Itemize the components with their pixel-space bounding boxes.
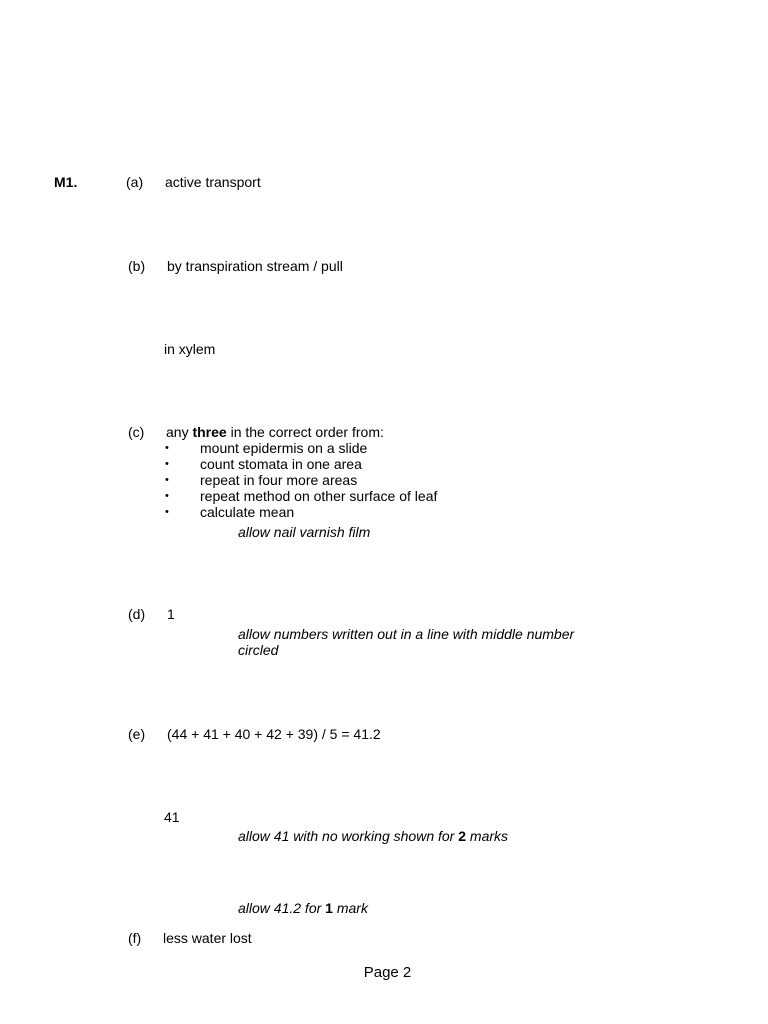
part-b-answer: by transpiration stream / pull <box>167 258 343 274</box>
part-c-item-1: mount epidermis on a slide <box>200 440 368 456</box>
part-d-note-line-1: allow numbers written out in a line with middle number <box>238 626 575 642</box>
part-e-answer: 41 <box>164 809 180 825</box>
part-c-item-3: repeat in four more areas <box>200 472 358 488</box>
part-e-note-2 <box>238 900 368 916</box>
part-f-label: (f) <box>128 930 142 946</box>
part-c-label: (c) <box>128 424 145 440</box>
part-e-note-2-bold: 1 <box>325 900 333 916</box>
part-e-note-1-pre: allow 41 with no working shown for <box>238 828 459 844</box>
bullet-icon: • <box>165 442 169 454</box>
part-c-note: allow nail varnish film <box>238 524 371 540</box>
part-c-intro <box>166 424 384 440</box>
part-c-intro-bold: three <box>192 424 227 440</box>
part-e-note-2-pre: allow 41.2 for <box>238 900 326 916</box>
part-d-label: (d) <box>128 606 146 622</box>
part-b-answer-2: in xylem <box>164 341 216 357</box>
part-e-note-1 <box>238 828 508 844</box>
part-a-answer: active transport <box>165 174 261 190</box>
bullet-icon: • <box>165 506 169 518</box>
part-c-intro-post: in the correct order from: <box>226 424 384 440</box>
part-b-label: (b) <box>128 258 146 274</box>
bullet-icon: • <box>165 458 169 470</box>
part-e-note-2-post: mark <box>332 900 368 916</box>
part-c-intro-pre: any <box>166 424 193 440</box>
part-c-item-2: count stomata in one area <box>200 456 362 472</box>
bullet-icon: • <box>165 474 169 486</box>
part-d-note-line-2: circled <box>238 642 279 658</box>
part-c-item-4: repeat method on other surface of leaf <box>200 488 438 504</box>
part-e-note-1-bold: 2 <box>458 828 467 844</box>
question-number: M1. <box>54 174 78 190</box>
bullet-icon: • <box>165 490 169 502</box>
part-e-working: (44 + 41 + 40 + 42 + 39) / 5 = 41.2 <box>167 726 381 742</box>
part-e-note-1-post: marks <box>466 828 509 844</box>
part-c-item-5: calculate mean <box>200 504 295 520</box>
part-d-answer: 1 <box>167 606 175 622</box>
part-f-answer: less water lost <box>163 930 252 946</box>
part-e-label: (e) <box>128 726 146 742</box>
page-number: Page 2 <box>363 964 412 981</box>
part-a-label: (a) <box>126 174 144 190</box>
